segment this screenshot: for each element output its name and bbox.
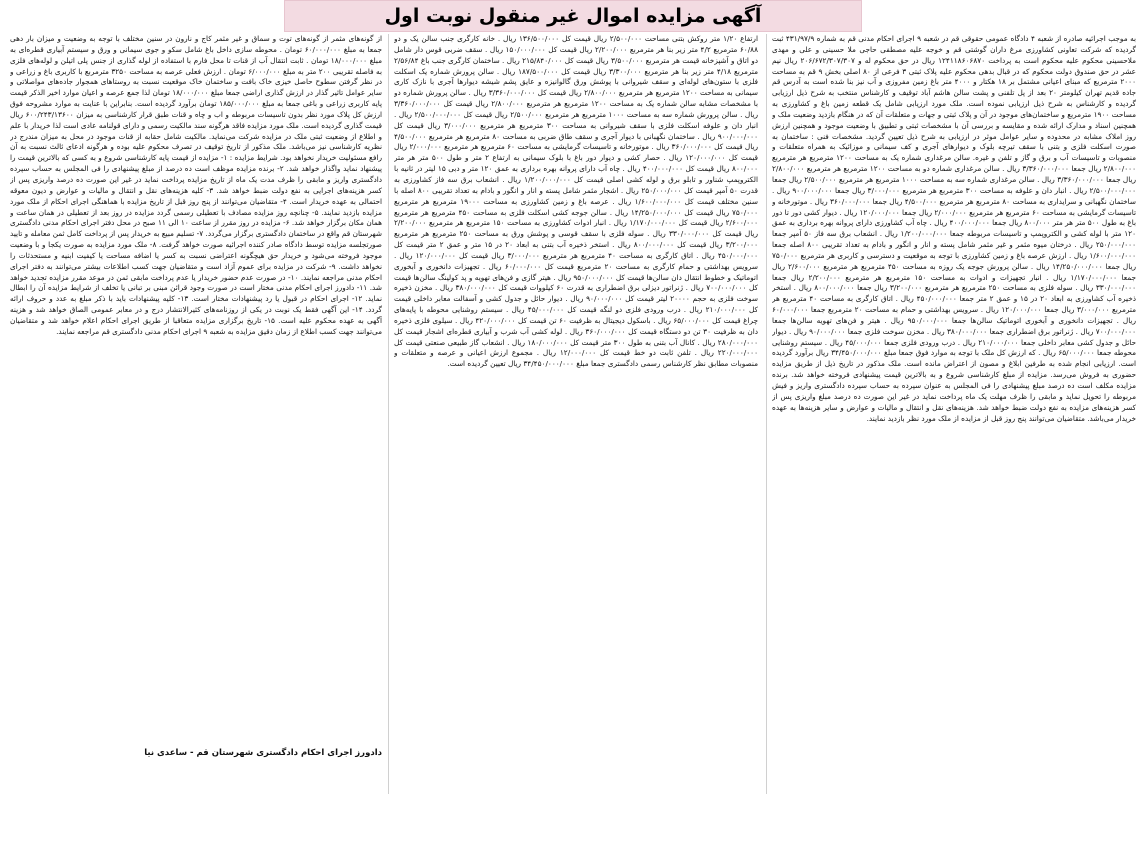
notice-column-left: از گونه‌های مثمر از گونه‌های توت و سماق و غیر مثمر کاج و نارون در سنین مختلف با توجه به وضعیت و میزان بار دهی جمعا به مبلغ ۶۰/۰۰۰/۰۰۰ تومان . محوطه سازی داخل باغ شامل سکو و جوی سیمانی و ورق و سیستم آبیاری قطره‌ای به مبلغ ۱۸/۰۰۰/۰۰۰ تومان . ثابت انتقال آب از قنات تا محل فارم با استفاده از لوله گذاری از جنس پلی اتیلن و لوله‌های فلزی به فاصله تقریبی ۲۰۰ متر به مبلغ ۶/۰۰۰/۰۰۰ تومان . ارزش فعلی عرصه به مساحت ۳۲۵۰ مترمربع با کاربری باغ و زراعی و در نظر گرفتن سطوح حاصل خیزی خاک بافت و ساختمان خاک موقعیت نسبت به روستاهای همجوار جاده‌های مواصلاتی و سایر عوامل تاثیر گذار در ارزش گذاری اراضی جمعا مبلغ ۱۸/۰۰۰/۰۰۰ تومان لذا جمع عرصه و اعیان موارد اخیر الذکر قیمت پایه کاربری زراعی و باغی جمعا به مبلغ ۱۸۵/۰۰۰/۰۰۰ تومان برآورد گردیده است. بنابراین با عنایت به موارد مشروحه فوق ارزش کل پلاک مورد نظر بدون تاسیسات مربوطه و اب و چاه و قنات طبق قرار کارشناسی به میزان ۶۰۰/۲۴۳/۱۳۶۰۰ ریال قیمت گذاری گردیده است. ملک مورد مزایده فاقد هرگونه سند مالکیت رسمی و دارای قولنامه عادی است لذا خریدار با علم و اطلاع از وضعیت ثبتی ملک در مزایده شرکت می‌نماید. مالکیت شامل حقابه از قنات موجود در محل به میزان مندرج در نظریه کارشناسی نیز می‌باشد. ملک مذکور از تاریخ توقیف در تصرف محکوم علیه بوده و هرگونه ادعای ثالث نسبت به آن رافع مسئولیت خریدار نخواهد بود. شرایط مزایده : ۱- مزایده از قیمت پایه کارشناسی شروع و به کسی که بالاترین قیمت را پیشنهاد نماید واگذار خواهد شد. ۲- برنده مزایده موظف است ده درصد از مبلغ پیشنهادی را فی المجلس به حساب سپرده دادگستری واریز و مابقی را ظرف مدت یک ماه از تاریخ مزایده پرداخت نماید در غیر این صورت ده درصد واریزی پس از کسر هزینه‌های اجرایی به نفع دولت ضبط خواهد شد. ۳- کلیه هزینه‌های نقل و انتقال و مالیات و عوارض و دیون معوقه احتمالی به عهده خریدار است. ۴- متقاضیان می‌توانند از پنج روز قبل از تاریخ مزایده با هماهنگی اجرای احکام از ملک مورد مزایده بازدید نمایند. ۵- چنانچه روز مزایده مصادف با تعطیلی رسمی گردد مزایده در روز بعد از تعطیلی در همان ساعت و همان مکان برگزار خواهد شد. ۶- مزایده در روز مقرر از ساعت ۱۰ الی ۱۱ صبح در محل دفتر اجرای احکام مدنی دادگستری شهرستان قم واقع در ساختمان دادگستری برگزار می‌گردد. ۷- تسلیم مبیع به خریدار پس از پرداخت کامل ثمن معامله و تایید صورتجلسه مزایده توسط دادگاه صادر کننده اجرائیه صورت خواهد گرفت. ۸- ملک مورد مزایده به صورت یکجا و با وضعیت موجود فروخته می‌شود و خریدار حق هیچگونه اعتراضی نسبت به کسر یا اضافه مساحت یا کیفیت ابنیه و مستحدثات را نخواهد داشت. ۹- شرکت در مزایده برای عموم آزاد است و متقاضیان جهت کسب اطلاعات بیشتر می‌توانند به دفتر اجرای احکام مدنی مراجعه نمایند. ۱۰- در صورت عدم حضور خریدار یا عدم پرداخت مابقی ثمن در موعد مقرر مزایده تجدید خواهد شد. ۱۱- دادورز اجرای احکام مدنی مختار است در صورت وجود قرائن مبنی بر تبانی یا تخلف از شرایط مزایده آن را ابطال نماید. ۱۲- اجرای احکام در قبول یا رد پیشنهادات مختار است. ۱۳- کلیه پیشنهادات باید با ذکر مبلغ به عدد و حروف ارائه گردد. ۱۴- این آگهی فقط یک نوبت در یکی از روزنامه‌های کثیرالانتشار درج و در معابر عمومی الصاق خواهد شد و هزینه آگهی به عهده محکوم علیه است. ۱۵- تاریخ برگزاری مزایده متعاقبا از طریق اجرای احکام اعلام خواهد شد و متقاضیان می‌توانند جهت کسب اطلاع از زمان دقیق مزایده به شعبه ۹ اجرای احکام مدنی دادگستری قم مراجعه نمایند. [10,34,382,336]
notice-title: آگهی مزایده اموال غیر منقول نوبت اول [384,5,762,27]
notice-column-middle: ارتفاع ۱/۲۰ متر روکش بتنی مساحت ۲/۵۰۰/۰۰۰ ریال قیمت کل ۱۳۶/۵۰۰/۰۰۰ ریال . خانه کارگری جنب سالن یک و دو ۶۰/۸۸ مترمربع ۴/۲ متر زیر بنا هر مترمربع ۲/۲۰۰/۰۰۰ ریال قیمت کل ۱۵۰/۰۰۰/۰۰۰ ریال . سقف ضربی قوس دار شامل دو اتاق و آشپزخانه قیمت هر مترمربع ۳/۵۰۰/۰۰۰ ریال قیمت کل ۲۱۵/۸۴۰/۰۰۰ ریال . ساختمان کارگری جنب باغ ۲/۵۶/۸۴ مترمربع ۴/۱۸ متر زیر بنا هر مترمربع ۳/۳۰۰/۰۰۰ ریال قیمت کل ۱۸۷/۵۰۰/۰۰۰ ریال . سالن پرورش شماره یک اسکلت فلزی با ستون‌های لوله‌ای و سقف شیروانی با پوشش ورق گالوانیزه و عایق پشم شیشه دیوارها آجری با نازک کاری سیمانی به مساحت ۱۲۰۰ مترمربع هر مترمربع ۲/۸۰۰/۰۰۰ ریال قیمت کل ۳/۳۶۰/۰۰۰/۰۰۰ ریال . سالن پرورش شماره دو با مشخصات مشابه سالن شماره یک به مساحت ۱۲۰۰ مترمربع هر مترمربع ۲/۸۰۰/۰۰۰ ریال قیمت کل ۳/۳۶۰/۰۰۰/۰۰۰ ریال . سالن پرورش شماره سه به مساحت ۱۰۰۰ مترمربع هر مترمربع ۲/۵۰۰/۰۰۰ ریال قیمت کل ۲/۵۰۰/۰۰۰/۰۰۰ ریال . انبار دان و علوفه اسکلت فلزی با سقف شیروانی به مساحت ۳۰۰ مترمربع هر مترمربع ۳/۰۰۰/۰۰۰ ریال قیمت کل ۹۰۰/۰۰۰/۰۰۰ ریال . ساختمان نگهبانی با دیوار آجری و سقف طاق ضربی به مساحت ۸۰ مترمربع هر مترمربع ۴/۵۰۰/۰۰۰ ریال قیمت کل ۳۶۰/۰۰۰/۰۰۰ ریال . موتورخانه و تاسیسات گرمایشی به مساحت ۶۰ مترمربع هر مترمربع ۲/۰۰۰/۰۰۰ ریال قیمت کل ۱۲۰/۰۰۰/۰۰۰ ریال . حصار کشی و دیوار دور باغ با بلوک سیمانی به ارتفاع ۲ متر و طول ۵۰۰ متر هر متر ۸۰۰/۰۰۰ ریال قیمت کل ۴۰۰/۰۰۰/۰۰۰ ریال . چاه آب دارای پروانه بهره برداری به عمق ۱۲۰ متر و دبی ۱۵ لیتر در ثانیه با الکتروپمپ شناور و تابلو برق و لوله کشی اصلی قیمت کل ۱/۲۰۰/۰۰۰/۰۰۰ ریال . انشعاب برق سه فاز کشاورزی به قدرت ۵۰ آمپر قیمت کل ۲۵۰/۰۰۰/۰۰۰ ریال . اشجار مثمر شامل پسته و انار و انگور و بادام به تعداد تقریبی ۸۰۰ اصله با سنین مختلف قیمت کل ۱/۶۰۰/۰۰۰/۰۰۰ ریال . عرصه باغ و زمین کشاورزی به مساحت ۱۹۰۰۰ مترمربع هر مترمربع ۷۵۰/۰۰۰ ریال قیمت کل ۱۴/۲۵۰/۰۰۰/۰۰۰ ریال . سالن جوجه کشی اسکلت فلزی به مساحت ۴۵۰ مترمربع هر مترمربع ۲/۶۰۰/۰۰۰ ریال قیمت کل ۱/۱۷۰/۰۰۰/۰۰۰ ریال . انبار ادوات کشاورزی به مساحت ۱۵۰ مترمربع هر مترمربع ۲/۲۰۰/۰۰۰ ریال قیمت کل ۳۳۰/۰۰۰/۰۰۰ ریال . سوله فلزی با سقف قوسی و پوشش ورق به مساحت ۲۵۰ مترمربع هر مترمربع ۳/۲۰۰/۰۰۰ ریال قیمت کل ۸۰۰/۰۰۰/۰۰۰ ریال . استخر ذخیره آب بتنی به ابعاد ۲۰ در ۱۵ متر و عمق ۲ متر قیمت کل ۴۵۰/۰۰۰/۰۰۰ ریال . اتاق کارگری به مساحت ۴۰ مترمربع هر مترمربع ۳/۰۰۰/۰۰۰ ریال قیمت کل ۱۲۰/۰۰۰/۰۰۰ ریال . سرویس بهداشتی و حمام کارگری به مساحت ۲۰ مترمربع قیمت کل ۶۰/۰۰۰/۰۰۰ ریال . تجهیزات دانخوری و آبخوری اتوماتیک و خطوط انتقال دان سالن‌ها قیمت کل ۹۵۰/۰۰۰/۰۰۰ ریال . هیتر گازی و فن‌های تهویه و پد کولینگ سالن‌ها قیمت کل ۷۰۰/۰۰۰/۰۰۰ ریال . ژنراتور دیزلی برق اضطراری به قدرت ۶۰ کیلووات قیمت کل ۳۸۰/۰۰۰/۰۰۰ ریال . مخزن ذخیره سوخت فلزی به حجم ۲۰۰۰۰ لیتر قیمت کل ۹۰/۰۰۰/۰۰۰ ریال . دیوار حائل و جدول کشی و آسفالت معابر داخلی قیمت کل ۲۱۰/۰۰۰/۰۰۰ ریال . درب ورودی فلزی دو لنگه قیمت کل ۴۵/۰۰۰/۰۰۰ ریال . سیستم روشنایی محوطه با پایه‌های چراغ قیمت کل ۶۵/۰۰۰/۰۰۰ ریال . باسکول دیجیتال به ظرفیت ۶۰ تن قیمت کل ۴۲۰/۰۰۰/۰۰۰ ریال . سیلوی فلزی ذخیره دان به ظرفیت ۳۰ تن دو دستگاه قیمت کل ۳۶۰/۰۰۰/۰۰۰ ریال . لوله کشی آب شرب و آبیاری قطره‌ای اشجار قیمت کل ۲۸۰/۰۰۰/۰۰۰ ریال . کانال آب بتنی به طول ۳۰۰ متر قیمت کل ۱۸۰/۰۰۰/۰۰۰ ریال . انشعاب گاز طبیعی صنعتی قیمت کل ۲۲۰/۰۰۰/۰۰۰ ریال . تلفن ثابت دو خط قیمت کل ۱۲/۰۰۰/۰۰۰ ریال . مجموع ارزش اعیانی و عرصه و متعلقات و منصوبات مطابق نظر کارشناس رسمی دادگستری جمعا مبلغ ۳۴/۴۵۰/۰۰۰/۰۰۰ ریال تعیین گردیده است. [394,34,758,369]
notice-signature: دادورز اجرای احکام دادگستری شهرستان قم - ساعدی نیا [144,748,382,758]
notice-title-banner [284,0,862,32]
column-divider [766,34,767,794]
column-divider [388,34,389,794]
notice-column-right: به موجب اجرائیه صادره از شعبه ۴ دادگاه عمومی حقوقی قم در شعبه ۹ اجرای احکام مدنی قم به شماره ۴۳۱/۹۷/۹ ثبت گردیده که شرکت تعاونی کشاورزی مرغ داران گوشتی قم و خوجه علیه مصطفی حاجی ملا حسینی و علی و مهدی ملاحسینی محکوم علیه محکوم است به پرداخت ۱۲۴۱۱۸۶۰۶۸۷۰ ریال در حق محکوم له و ۲۰۶/۶۷۲/۳۰۷/۳۰۷ ریال نیم عشر در حق صندوق دولت محکوم که در قبال بدهی محکوم علیه پلاک ثبتی ۳ فرعی از ۸۰ اصلی بخش ۹ قم به مساحت ۲۰۰۰ مترمربع که مبنای اعیانی مشتمل بر ۱۸ هکتار و ۴۰۰۰ متر باغ زمین مفروزی و آب نیز بنا شده است به آدرس قم جاده قدیم تهران کیلومتر ۲۰ بعد از پل تلفنی و پشت سالن هاشم آباد توقیف و کارشناس منتخب به شرح ذیل ارزیابی گردیده و کارشناس به شرح ذیل ارزیابی نموده است. ملک مورد ارزیابی شامل یک قطعه زمین باغ و کشاورزی به مساحت ۱۹۰۰ مترمربع و ساختمان‌های موجود در آن و پلاک ثبتی و جهات و متعلقات آن که در هنگام بازدید وضعیت ملک و همچنین اسناد و مدارک ارائه شده و مقایسه و بررسی آن با مشخصات ثبتی و تطبیق با وضعیت موجود و همچنین ارزش روز املاک مشابه در محدوده و سایر عوامل موثر در ارزیابی به شرح ذیل تعیین گردید. مشخصات فنی : ساختمان به صورت اسکلت فلزی و بتنی با سقف تیرچه بلوک و دیوارهای آجری و کف سیمانی و موزائیک به همراه متعلقات و منصوبات و تاسیسات آب و برق و گاز و تلفن و غیره. سالن مرغداری شماره یک به مساحت ۱۲۰۰ مترمربع هر مترمربع ۲/۸۰۰/۰۰۰ ریال جمعا ۳/۳۶۰/۰۰۰/۰۰۰ ریال . سالن مرغداری شماره دو به مساحت ۱۲۰۰ مترمربع هر مترمربع ۲/۸۰۰/۰۰۰ ریال جمعا ۳/۳۶۰/۰۰۰/۰۰۰ ریال . سالن مرغداری شماره سه به مساحت ۱۰۰۰ مترمربع هر مترمربع ۲/۵۰۰/۰۰۰ ریال جمعا ۲/۵۰۰/۰۰۰/۰۰۰ ریال . انبار دان و علوفه به مساحت ۳۰۰ مترمربع هر مترمربع ۳/۰۰۰/۰۰۰ ریال جمعا ۹۰۰/۰۰۰/۰۰۰ ریال . ساختمان نگهبانی و سرایداری به مساحت ۸۰ مترمربع هر مترمربع ۴/۵۰۰/۰۰۰ ریال جمعا ۳۶۰/۰۰۰/۰۰۰ ریال . موتورخانه و تاسیسات گرمایشی به مساحت ۶۰ مترمربع هر مترمربع ۲/۰۰۰/۰۰۰ ریال جمعا ۱۲۰/۰۰۰/۰۰۰ ریال . دیوار کشی دور تا دور باغ به طول ۵۰۰ متر هر متر ۸۰۰/۰۰۰ ریال جمعا ۴۰۰/۰۰۰/۰۰۰ ریال . چاه آب کشاورزی دارای پروانه بهره برداری به عمق ۱۲۰ متر با لوله کشی و الکتروپمپ و تاسیسات مربوطه جمعا ۱/۲۰۰/۰۰۰/۰۰۰ ریال . انشعاب برق سه فاز ۵۰ آمپر جمعا ۲۵۰/۰۰۰/۰۰۰ ریال . درختان میوه مثمر و غیر مثمر شامل پسته و انار و انگور و بادام به تعداد تقریبی ۸۰۰ اصله جمعا ۱/۶۰۰/۰۰۰/۰۰۰ ریال . ارزش عرصه باغ و زمین کشاورزی با توجه به موقعیت و دسترسی و کاربری هر مترمربع ۷۵۰/۰۰۰ ریال جمعا ۱۴/۲۵۰/۰۰۰/۰۰۰ ریال . سالن پرورش جوجه یک روزه به مساحت ۴۵۰ مترمربع هر مترمربع ۲/۶۰۰/۰۰۰ ریال جمعا ۱/۱۷۰/۰۰۰/۰۰۰ ریال . انبار تجهیزات و ادوات به مساحت ۱۵۰ مترمربع هر مترمربع ۲/۲۰۰/۰۰۰ ریال جمعا ۳۳۰/۰۰۰/۰۰۰ ریال . سوله فلزی به مساحت ۲۵۰ مترمربع هر مترمربع ۳/۲۰۰/۰۰۰ ریال جمعا ۸۰۰/۰۰۰/۰۰۰ ریال . استخر ذخیره آب کشاورزی به ابعاد ۲۰ در ۱۵ و عمق ۲ متر جمعا ۴۵۰/۰۰۰/۰۰۰ ریال . اتاق کارگری به مساحت ۴۰ مترمربع هر مترمربع ۳/۰۰۰/۰۰۰ ریال جمعا ۱۲۰/۰۰۰/۰۰۰ ریال . سرویس بهداشتی و حمام به مساحت ۲۰ مترمربع جمعا ۶۰/۰۰۰/۰۰۰ ریال . تجهیزات دانخوری و آبخوری اتوماتیک سالن‌ها جمعا ۹۵۰/۰۰۰/۰۰۰ ریال . هیتر و فن‌های تهویه سالن‌ها جمعا ۷۰۰/۰۰۰/۰۰۰ ریال . ژنراتور برق اضطراری جمعا ۳۸۰/۰۰۰/۰۰۰ ریال . مخزن سوخت فلزی جمعا ۹۰/۰۰۰/۰۰۰ ریال . دیوار حائل و جدول کشی معابر داخلی جمعا ۲۱۰/۰۰۰/۰۰۰ ریال . درب ورودی فلزی جمعا ۴۵/۰۰۰/۰۰۰ ریال . سیستم روشنایی محوطه جمعا ۶۵/۰۰۰/۰۰۰ ریال . که ارزش کل ملک با توجه به موارد فوق جمعا مبلغ ۳۴/۴۵۰/۰۰۰/۰۰۰ ریال برآورد گردیده است. ارزیابی انجام شده به طرفین ابلاغ و مصون از اعتراض مانده است. ملک مذکور در تاریخ ذیل از طریق مزایده حضوری به فروش می‌رسد. مزایده از مبلغ کارشناسی شروع و به بالاترین قیمت پیشنهادی فروخته خواهد شد. برنده مزایده مکلف است ده درصد مبلغ پیشنهادی را فی المجلس به عنوان سپرده به حساب سپرده دادگستری واریز و فیش مربوطه را تحویل نماید و مابقی را ظرف مهلت یک ماه پرداخت نماید در غیر این صورت ده درصد مبلغ واریزی پس از کسر هزینه‌های مزایده به نفع دولت ضبط خواهد شد. هزینه‌های نقل و انتقال و مالیات و عوارض و سایر هزینه‌ها به عهده خریدار می‌باشد. متقاضیان می‌توانند پنج روز قبل از مزایده از ملک مورد نظر بازدید نمایند. [772,34,1136,423]
